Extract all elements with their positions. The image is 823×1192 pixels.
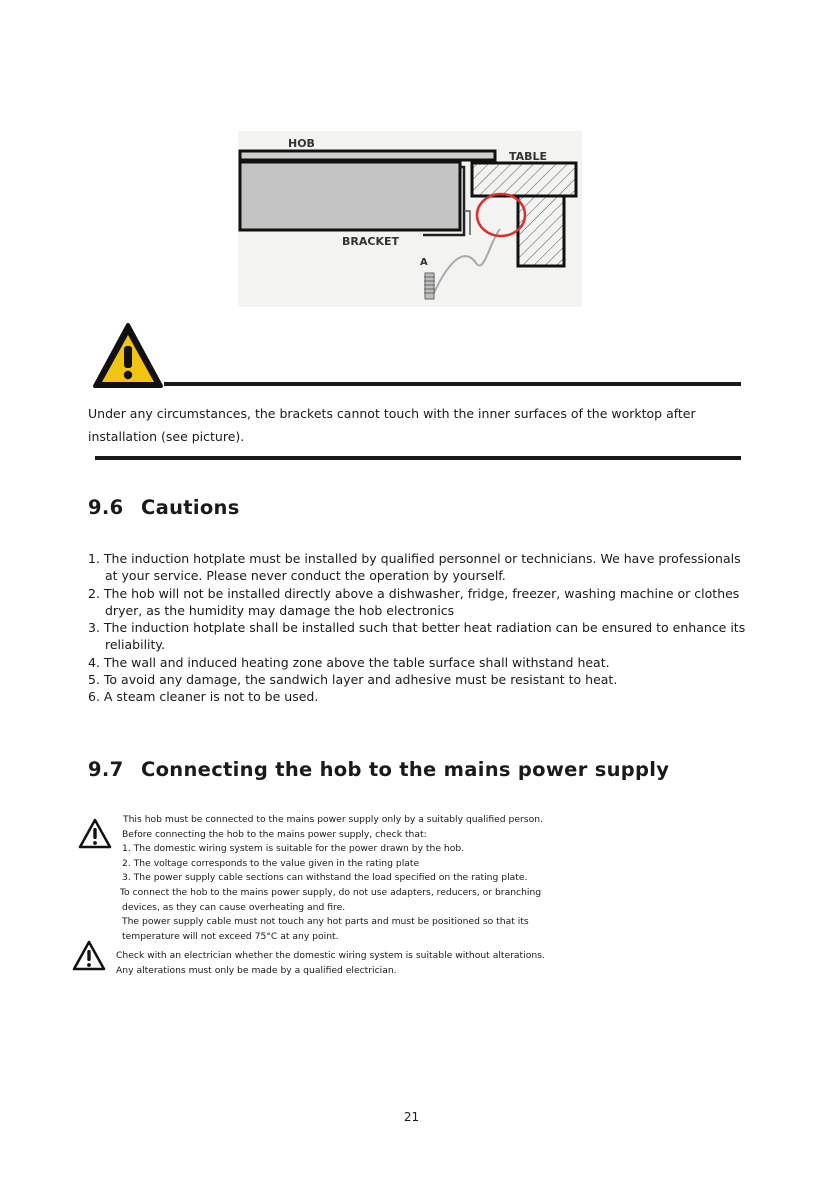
instruction-line: 1. The domestic wiring system is suitable for the power drawn by the hob. [122, 843, 465, 855]
bracket-installation-diagram [238, 131, 582, 307]
instruction-line: This hob must be connected to the mains power supply only by a suitably qualified person. [123, 814, 543, 825]
instruction-line: 3. The power supply cable sections can withstand the load specified on the rating plate. [122, 872, 528, 884]
page-number: 21 [403, 1110, 420, 1124]
instruction-line: 2. The voltage corresponds to the value given in the rating plate [122, 857, 420, 869]
section-heading-cautions [88, 496, 240, 519]
warning-top-rule [164, 382, 741, 386]
hob-body [240, 162, 460, 230]
table-label: TABLE [509, 150, 548, 163]
list-item: 2. The hob will not be installed directly above a dishwasher, fridge, freezer, washing machine or clothes dryer, as the humidity may damage the hob electronics [88, 585, 740, 618]
warning-note-line1: Under any circumstances, the brackets cannot touch with the inner surfaces of the worktop after [88, 406, 696, 421]
warning-icon [78, 818, 112, 850]
instruction-line: To connect the hob to the mains power supply, do not use adapters, reducers, or branching [120, 886, 542, 898]
list-item: 1. The induction hotplate must be installed by qualified personnel or technicians. We have professionals at your service. Please never conduct the operation by yourself. [88, 551, 741, 584]
warning-bottom-rule [95, 456, 741, 460]
power-supply-instructions [120, 813, 640, 944]
bracket-label: BRACKET [342, 235, 399, 248]
warning-note-line2: installation (see picture). [88, 429, 245, 444]
table-leg [518, 196, 564, 266]
table-top [472, 163, 576, 196]
section-title: Connecting the hob to the mains power supply [141, 758, 670, 781]
hob-label: HOB [288, 137, 315, 150]
hob-top-plate [240, 151, 495, 160]
warning-icon [72, 940, 106, 972]
instruction-line: Before connecting the hob to the mains power supply, check that: [122, 828, 427, 840]
list-item: 3. The induction hotplate shall be installed such that better heat radiation can be ensured to enhance its reliability. [88, 620, 746, 653]
arrow-label: A [420, 257, 428, 268]
instruction-line: The power supply cable must not touch any hot parts and must be positioned so that its [122, 916, 529, 928]
section-heading-power-supply [88, 758, 669, 781]
list-item: 5. To avoid any damage, the sandwich layer and adhesive must be resistant to heat. [88, 672, 618, 688]
warning-icon [92, 322, 164, 390]
list-item: 4. The wall and induced heating zone above the table surface shall withstand heat. [88, 654, 610, 670]
instruction-line: temperature will not exceed 75°C at any point. [122, 930, 339, 942]
section-number: 9.6 [88, 496, 124, 519]
instruction-line: Any alterations must only be made by a qualified electrician. [116, 964, 397, 976]
instruction-line: Check with an electrician whether the domestic wiring system is suitable without alterations. [116, 950, 545, 961]
warning-note [88, 402, 748, 448]
instruction-line: devices, as they can cause overheating and fire. [122, 901, 346, 913]
cautions-list [88, 550, 748, 706]
list-item: 6. A steam cleaner is not to be used. [88, 689, 319, 705]
section-title: Cautions [141, 496, 240, 519]
electrician-note [116, 949, 636, 978]
section-number: 9.7 [88, 758, 124, 781]
